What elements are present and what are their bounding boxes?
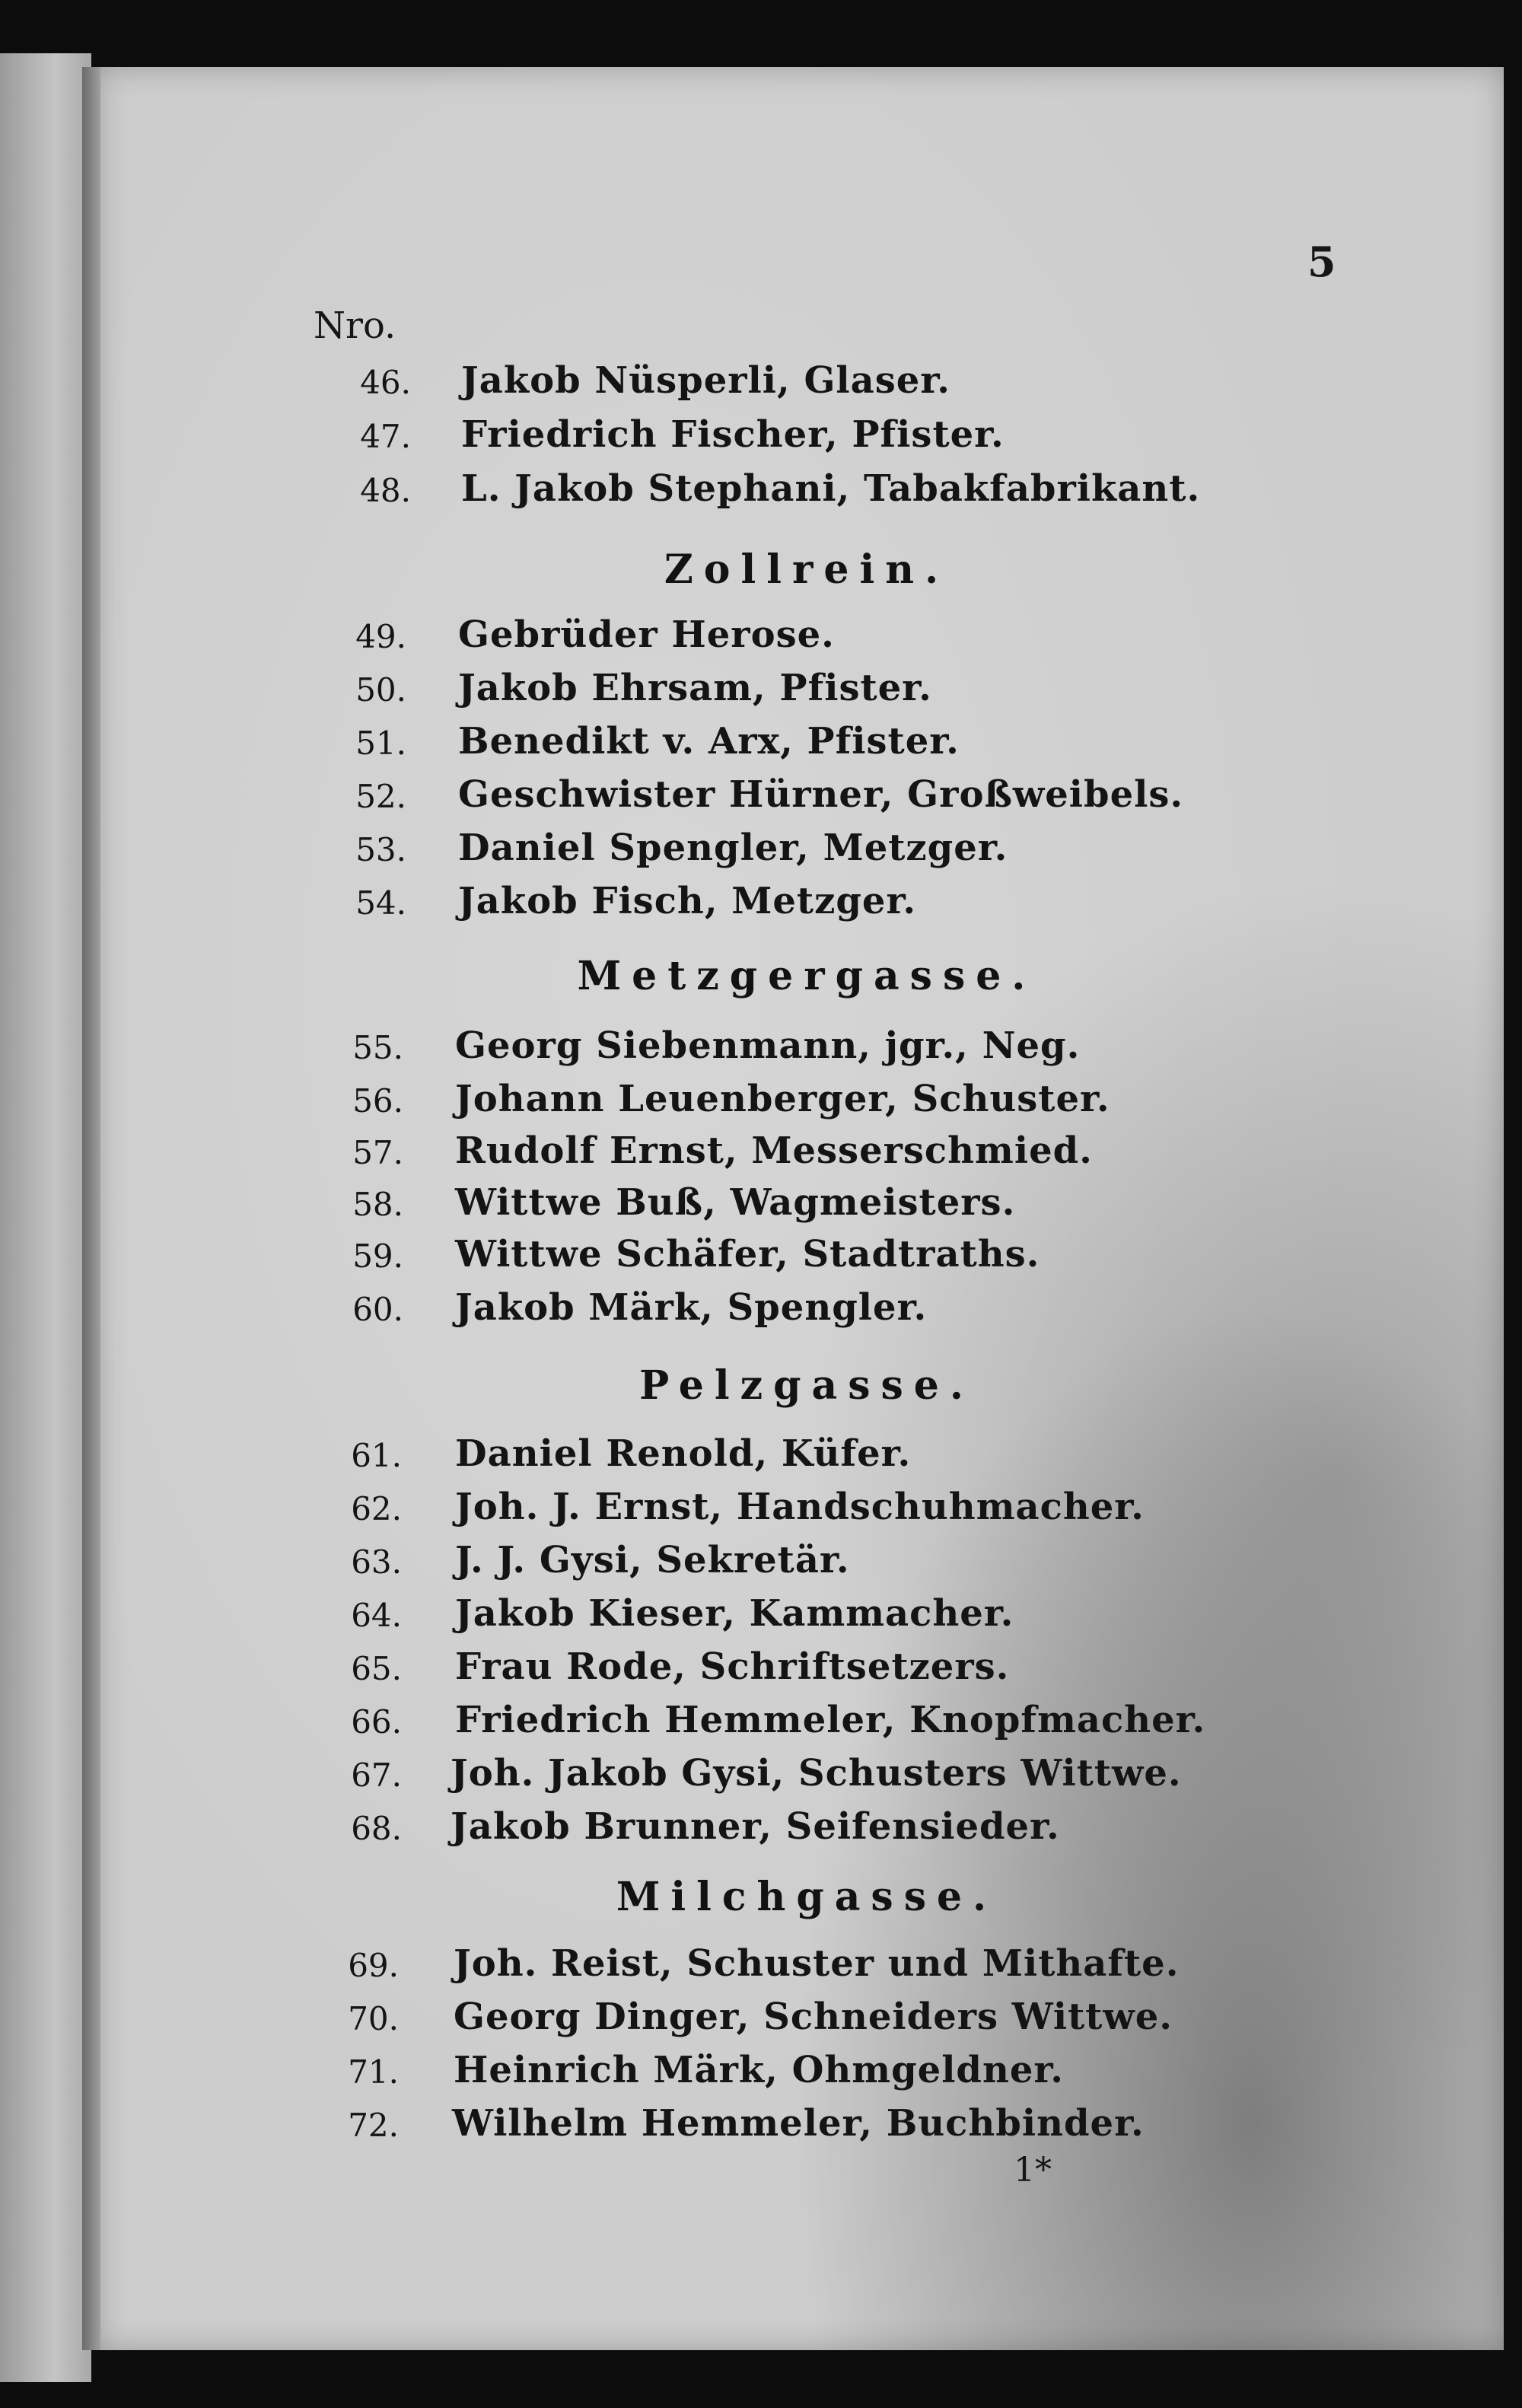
entry-text: Heinrich Märk, Ohmgeldner. [454, 2049, 1065, 2091]
entry-text: Georg Siebenmann, jgr., Neg. [455, 1024, 1081, 1067]
entry-text: Jakob Brunner, Seifensieder. [451, 1805, 1060, 1848]
entry-text: Jakob Märk, Spengler. [455, 1286, 928, 1329]
entry-number: 59. [352, 1237, 403, 1275]
entry-number: 49. [355, 618, 406, 655]
entry-number: 70. [348, 2000, 399, 2037]
entry-number: 48. [360, 472, 411, 509]
entry-number: 60. [352, 1291, 403, 1328]
section-heading: Metzgergasse. [577, 953, 1036, 999]
section-heading: Milchgasse. [616, 1874, 998, 1920]
entry-text: Friedrich Fischer, Pfister. [461, 413, 1005, 456]
entry-number: 50. [355, 671, 406, 709]
section-heading: Pelzgasse. [639, 1362, 974, 1409]
entry-text: Joh. Jakob Gysi, Schusters Wittwe. [451, 1752, 1182, 1795]
entry-number: 53. [355, 831, 406, 868]
entry-number: 63. [351, 1543, 402, 1581]
entry-text: Joh. Reist, Schuster und Mithafte. [454, 1942, 1180, 1985]
signature-mark: 1* [1014, 2151, 1052, 2190]
entry-number: 64. [351, 1597, 402, 1634]
entry-text: Rudolf Ernst, Messerschmied. [455, 1129, 1093, 1172]
entry-number: 67. [351, 1757, 402, 1794]
entry-text: Benedikt v. Arx, Pfister. [458, 720, 960, 763]
entry-number: 69. [348, 1947, 399, 1984]
entry-text: Gebrüder Herose. [458, 613, 835, 656]
entry-text: Jakob Nüsperli, Glaser. [461, 359, 950, 402]
entry-number: 62. [351, 1490, 402, 1527]
entry-text: Geschwister Hürner, Großweibels. [458, 773, 1184, 816]
column-header: Nro. [314, 304, 396, 347]
entry-text: Jakob Kieser, Kammacher. [455, 1592, 1014, 1635]
entry-number: 52. [355, 778, 406, 815]
entry-number: 65. [351, 1650, 402, 1687]
entry-number: 51. [355, 725, 406, 762]
entry-text: Wittwe Buß, Wagmeisters. [455, 1181, 1016, 1224]
entry-number: 46. [360, 364, 411, 401]
section-heading: Zollrein. [664, 546, 950, 593]
book-gutter [82, 67, 100, 2350]
entry-number: 71. [348, 2053, 399, 2091]
entry-number: 58. [352, 1186, 403, 1223]
entry-number: 55. [352, 1029, 403, 1066]
entry-number: 57. [352, 1134, 403, 1171]
entry-text: Friedrich Hemmeler, Knopfmacher. [455, 1699, 1206, 1741]
entry-text: Jakob Fisch, Metzger. [458, 880, 917, 922]
entry-number: 66. [351, 1703, 402, 1741]
entry-text: J. J. Gysi, Sekretär. [455, 1539, 850, 1581]
entry-text: Daniel Renold, Küfer. [455, 1432, 912, 1475]
entry-text: Wilhelm Hemmeler, Buchbinder. [452, 2102, 1145, 2145]
page-number: 5 [1307, 237, 1336, 286]
entry-text: Johann Leuenberger, Schuster. [455, 1078, 1110, 1120]
entry-text: L. Jakob Stephani, Tabakfabrikant. [461, 467, 1201, 510]
entry-text: Georg Dinger, Schneiders Wittwe. [454, 1996, 1173, 2038]
entry-text: Wittwe Schäfer, Stadtraths. [455, 1233, 1040, 1276]
entry-text: Daniel Spengler, Metzger. [458, 827, 1008, 869]
entry-number: 47. [360, 418, 411, 455]
left-page-edge [0, 53, 91, 2382]
entry-text: Jakob Ehrsam, Pfister. [458, 667, 932, 709]
entry-text: Joh. J. Ernst, Handschuhmacher. [455, 1486, 1145, 1528]
entry-number: 72. [348, 2107, 399, 2144]
entry-number: 68. [351, 1810, 402, 1847]
entry-number: 54. [355, 884, 406, 922]
entry-text: Frau Rode, Schriftsetzers. [455, 1645, 1010, 1688]
entry-number: 61. [351, 1437, 402, 1474]
entry-number: 56. [352, 1082, 403, 1120]
